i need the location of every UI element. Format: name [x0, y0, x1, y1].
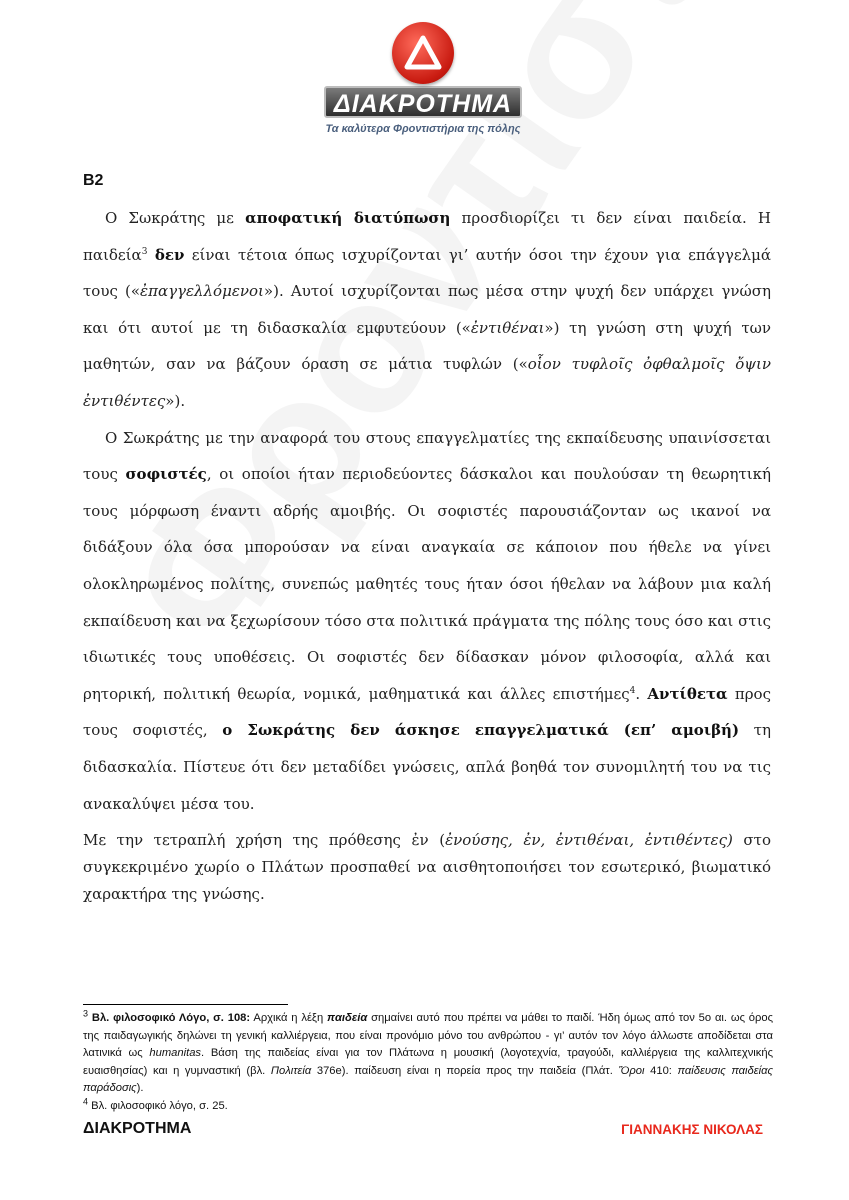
bold-term: αποφατική διατύπωση — [245, 209, 451, 227]
text-run — [147, 246, 154, 264]
text-run: σημαίνει αυτό που πρέπει να μάθει το παιδί. Ήδη όμως από τον 5ο αι. ως όρος της παιδαγωγικής δηλώνει τη γενική καλλιέργεια, που είναι προνόμιο μόνο του ανθρώπου - γι’ αυτόν τον λόγο άλλωστε αποδίδεται στα λατινικά ως — [83, 1012, 774, 1059]
delta-logo-icon — [392, 22, 454, 84]
footer-brand: ΔΙΑΚΡΟΤΗΜΑ — [83, 1120, 192, 1137]
text-run: Βλ. φιλοσοφικό λόγο, σ. 25. — [88, 1099, 228, 1112]
italic-term: παίδευσις παιδείας παράδοσις — [83, 1064, 773, 1094]
text-run: στο συγκεκριμένο χωρίο ο Πλάτων προσπαθεί να αισθητοποιήσει τον εσωτερικό, βιωματικό χαρακτήρα της γνώσης. — [83, 831, 771, 904]
text-run: . Βάση της παιδείας είναι για τον Πλάτωνα η μουσική (λογοτεχνία, τραγούδι, καλλιέργεια της καλλιτεχνικής ευαισθησίας) και η γυμναστική (βλ. — [83, 1047, 773, 1077]
bold-term: σοφιστές — [125, 465, 207, 484]
italic-term: humanitas — [149, 1047, 202, 1059]
logo-brand-name: ΔΙΑΚΡΟΤΗΜΑ — [324, 86, 522, 118]
main-text — [83, 200, 771, 908]
greek-quote: ἐνούσης, ἐν, ἐντιθέναι, ἐντιθέντες) — [445, 831, 733, 850]
footnote-ref: 4 — [629, 685, 636, 696]
footnotes — [83, 1010, 773, 1115]
footnote-divider — [83, 1004, 288, 1005]
paragraph-3 — [83, 827, 771, 908]
greek-quote: ἐπαγγελλόμενοι — [140, 282, 264, 301]
greek-quote: οἷον τυφλοῖς ὀφθαλμοῖς ὄψιν ἐντιθέντες — [83, 355, 771, 410]
italic-term: Ὅροι — [618, 1064, 645, 1077]
text-run: ). — [136, 1082, 144, 1094]
greek-quote: ἐντιθέναι — [470, 318, 545, 337]
bold-italic-term: παιδεία — [327, 1012, 368, 1024]
text-run: . — [635, 684, 648, 703]
footnote-ref: 3 — [141, 246, 148, 257]
text-run: είναι τέτοια όπως ισχυρίζονται γι’ αυτήν όσοι την έχουν για επάγγελμά τους (« — [83, 245, 771, 301]
text-run: τη διδασκαλία. Πίστευε ότι δεν μεταδίδει γνώσεις, απλά βοηθά τον συνομιλητή του να τις ανακαλύψει μέσα του. — [83, 721, 771, 813]
text-run: 376e). παίδευση είναι η πορεία προς την παιδεία (Πλάτ. — [311, 1064, 619, 1077]
text-run: »). Αυτοί ισχυρίζονται πως μέσα στην ψυχή δεν υπάρχει γνώση και ότι αυτοί με τη διδασκαλία εμφυτεύουν (« — [83, 282, 771, 337]
paragraph-2 — [83, 420, 771, 823]
text-run: προς τους σοφιστές, — [83, 684, 771, 740]
section-heading: Β2 — [83, 172, 104, 189]
text-run: »). — [165, 391, 186, 410]
text-run: Ο Σωκράτης με — [105, 209, 246, 227]
footnote-number: 4 — [83, 1095, 89, 1106]
text-run: Ο Σωκράτης με την αναφορά του στους επαγγελματίες της εκπαίδευσης υπαινίσσεται τους — [83, 428, 771, 484]
text-run: Με την τετραπλή χρήση της πρόθεσης ἐν ( — [83, 831, 446, 850]
text-run: ») τη γνώση στη ψυχή των μαθητών, σαν να βάζουν όραση σε μάτια τυφλών (« — [83, 318, 772, 374]
footer-author: ΓΙΑΝΝΑΚΗΣ ΝΙΚΟΛΑΣ — [621, 1122, 763, 1137]
text-run: 410: — [644, 1064, 678, 1077]
text-run: Αρχικά η λέξη — [250, 1012, 328, 1024]
footnote-4 — [83, 1095, 773, 1116]
footnote-3 — [83, 1010, 773, 1098]
paragraph-1 — [83, 200, 771, 420]
bold-term: ο Σωκράτης δεν άσκησε επαγγελματικά (επ’ αμοιβή) — [222, 721, 740, 740]
logo-tagline: Τα καλύτερα Φροντιστήρια της πόλης — [325, 123, 521, 135]
italic-term: Πολιτεία — [270, 1064, 312, 1077]
bold-term: δεν — [154, 245, 185, 264]
bold-term: Αντίθετα — [647, 684, 728, 703]
brand-logo — [318, 22, 528, 142]
footnote-source: Βλ. φιλοσοφικό Λόγο, σ. 108: — [91, 1012, 251, 1024]
footnote-number: 3 — [83, 1008, 89, 1019]
text-run: προσδιορίζει τι δεν είναι παιδεία. Η παιδεία — [83, 209, 771, 264]
text-run: , οι οποίοι ήταν περιοδεύοντες δάσκαλοι και πουλούσαν τη θεωρητική τους μόρφωση έναντι αδρής αμοιβής. Οι σοφιστές παρουσιάζονταν ως ικανοί να διδάξουν όλα όσα μπορούσαν να είναι αναγκαία σε κάποιον που ήθελε να γίνει ολοκληρωμένος πολίτης, συνεπώς μαθητές τους ήταν όσοι ήθελαν να λάβουν μια καλή εκπαίδευση και να ξεχωρίσουν τόσο στα πολιτικά πράγματα της πόλης τους όσο και στις ιδιωτικές τους υποθέσεις. Οι σοφιστές δεν δίδασκαν μόνον φιλοσοφία, αλλά και ρητορική, πολιτική θεωρία, νομικά, μαθηματικά και άλλες επιστήμες — [83, 465, 771, 703]
